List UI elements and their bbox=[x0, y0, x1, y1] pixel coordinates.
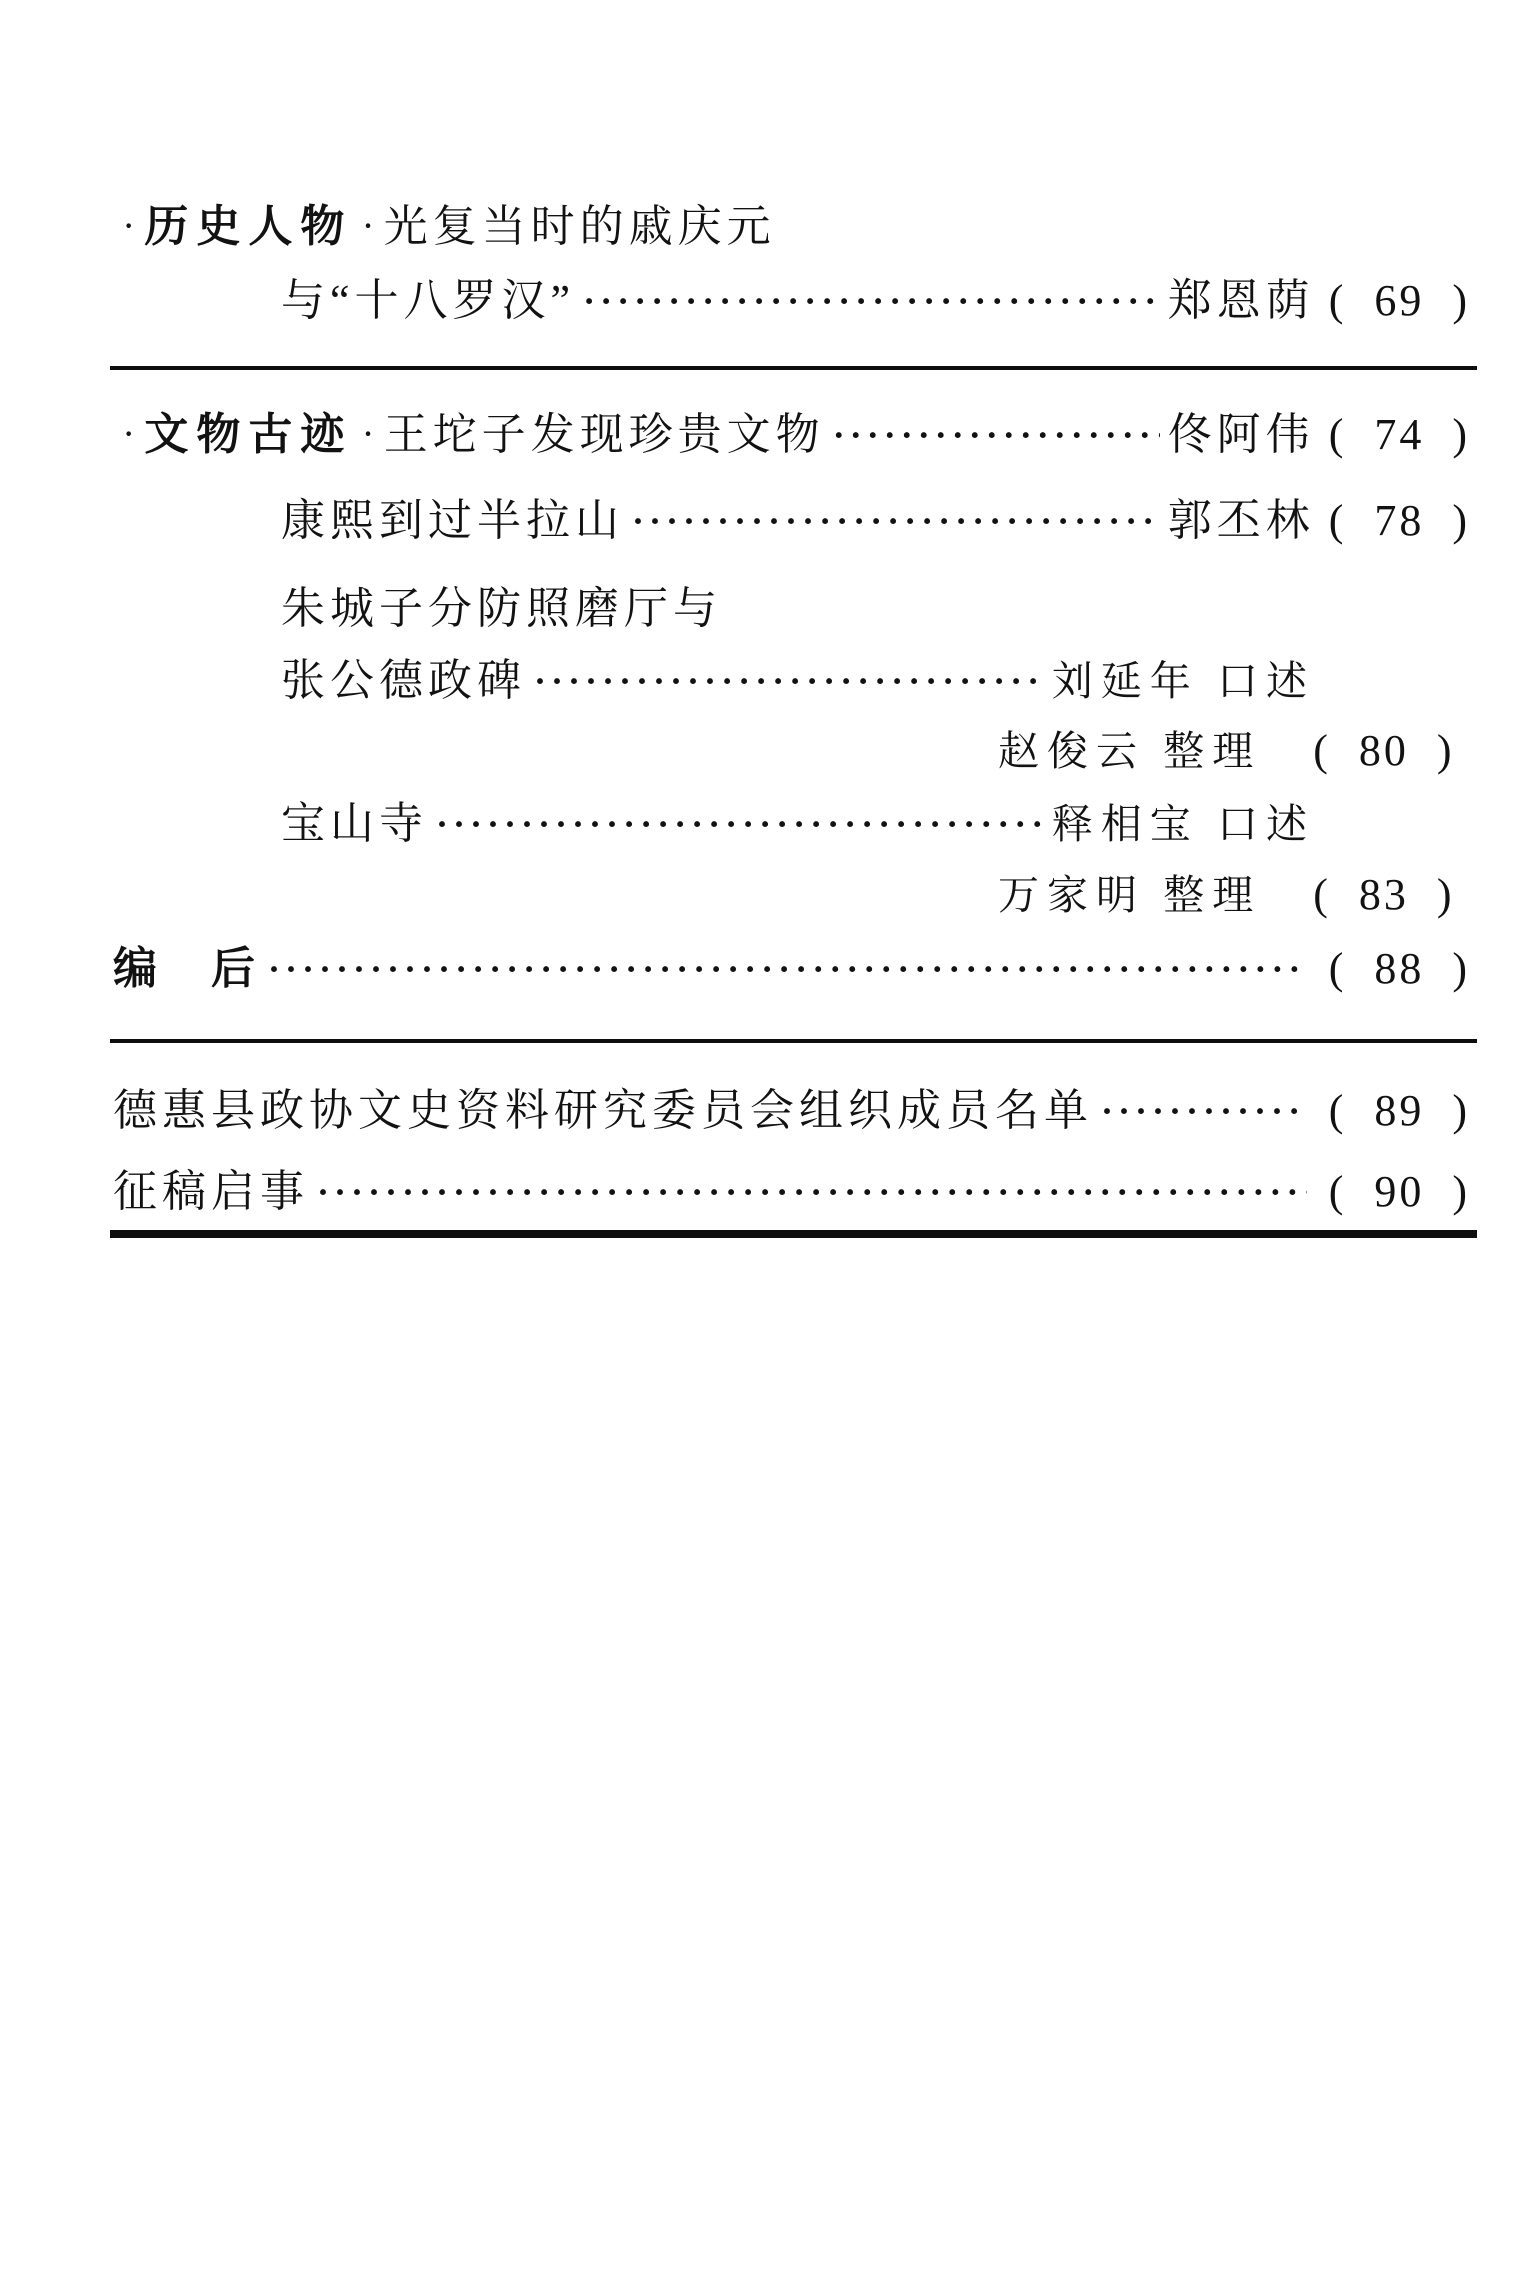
section-divider bbox=[110, 1039, 1477, 1043]
toc-entry bbox=[113, 1082, 1470, 1140]
entry-title: 宝山寺 bbox=[281, 799, 428, 848]
toc-entry bbox=[281, 580, 1470, 638]
toc-entry bbox=[281, 652, 1470, 710]
section-bullet: · bbox=[363, 419, 373, 450]
toc-entry bbox=[281, 272, 1470, 330]
toc-entry bbox=[281, 795, 1470, 853]
toc-entry bbox=[113, 406, 1470, 464]
toc-entry-credit bbox=[998, 866, 1455, 924]
entry-page-number: ( 78 ) bbox=[1328, 496, 1470, 545]
entry-title-line1: 光复当时的戚庆元 bbox=[383, 202, 776, 251]
section-bullet: · bbox=[124, 211, 134, 242]
dot-leader bbox=[1101, 1093, 1307, 1129]
entry-page-number: ( 88 ) bbox=[1328, 944, 1470, 993]
section-divider bbox=[110, 366, 1477, 370]
section-bullet: · bbox=[124, 419, 134, 450]
bottom-rule bbox=[110, 1230, 1477, 1238]
toc-entry bbox=[113, 198, 1470, 256]
section-label-historical-figures: 历史人物 bbox=[144, 202, 353, 251]
entry-narrator: 刘延年 口述 bbox=[1051, 658, 1315, 704]
toc-entry bbox=[113, 940, 1470, 998]
entry-title-line2: 张公德政碑 bbox=[281, 656, 526, 705]
section-label-cultural-relics: 文物古迹 bbox=[144, 410, 353, 459]
section-bullet: · bbox=[363, 211, 373, 242]
entry-author: 佟阿伟 bbox=[1167, 410, 1315, 459]
editors-note-title: 编 后 bbox=[113, 944, 260, 993]
entry-title-line1: 朱城子分防照磨厅与 bbox=[281, 584, 722, 633]
entry-title: 康熙到过半拉山 bbox=[281, 496, 624, 545]
dot-leader bbox=[534, 663, 1044, 699]
toc-entry-credit bbox=[998, 722, 1455, 780]
entry-title: 王坨子发现珍贵文物 bbox=[383, 410, 825, 459]
entry-narrator: 释相宝 口述 bbox=[1051, 801, 1315, 847]
entry-page-number: ( 90 ) bbox=[1328, 1167, 1470, 1216]
entry-compiler: 赵俊云 整理 bbox=[998, 728, 1262, 774]
dot-leader bbox=[436, 806, 1044, 842]
entry-page-number: ( 80 ) bbox=[1313, 726, 1455, 775]
entry-page-number: ( 83 ) bbox=[1313, 870, 1455, 919]
entry-title: 德惠县政协文史资料研究委员会组织成员名单 bbox=[113, 1086, 1093, 1135]
dot-leader bbox=[583, 283, 1160, 319]
dot-leader bbox=[317, 1174, 1307, 1210]
dot-leader bbox=[632, 503, 1160, 539]
entry-page-number: ( 74 ) bbox=[1328, 410, 1470, 459]
dot-leader bbox=[268, 951, 1307, 987]
entry-compiler: 万家明 整理 bbox=[998, 872, 1262, 918]
toc-entry bbox=[113, 1163, 1470, 1221]
toc-entry bbox=[281, 492, 1470, 550]
entry-page-number: ( 69 ) bbox=[1328, 276, 1470, 325]
entry-page-number: ( 89 ) bbox=[1328, 1086, 1470, 1135]
entry-title-line2: 与“十八罗汉” bbox=[281, 276, 576, 325]
dot-leader bbox=[833, 417, 1160, 453]
entry-author: 郑恩荫 bbox=[1167, 276, 1315, 325]
entry-author: 郭丕林 bbox=[1167, 496, 1315, 545]
entry-title: 征稿启事 bbox=[113, 1167, 309, 1216]
